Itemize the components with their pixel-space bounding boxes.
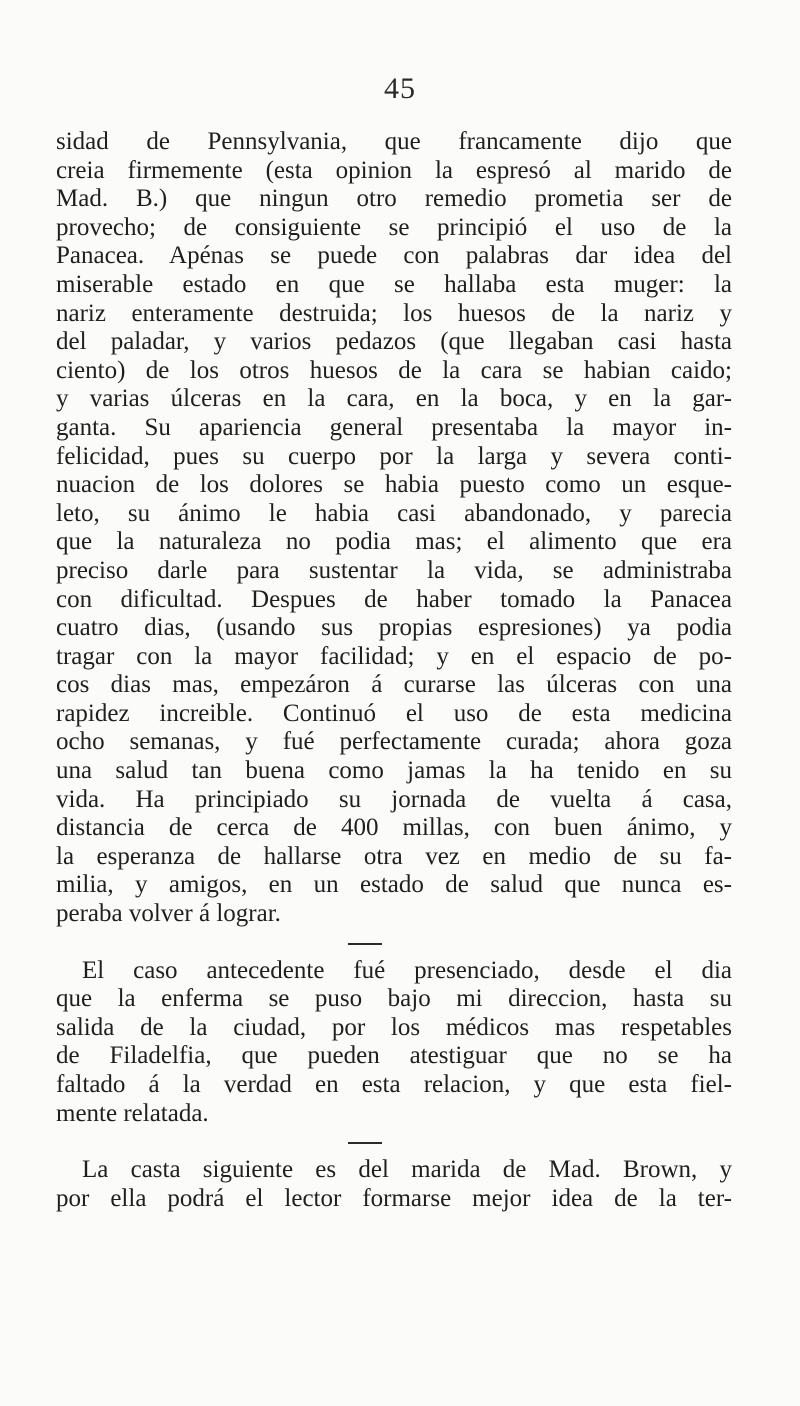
text-line: ocho semanas, y fué perfectamente curada; ahora goza: [56, 728, 732, 756]
text-line: vida. Ha principiado su jornada de vuelta á casa,: [56, 785, 732, 813]
text-line: ciento) de los otros huesos de la cara se habian caido;: [56, 356, 732, 384]
text-line: peraba volver á lograr.: [56, 900, 281, 928]
text-line: mente relatada.: [56, 1099, 209, 1127]
page-number: 45: [384, 72, 416, 105]
text-line: que la enferma se puso bajo mi direccion, hasta su: [56, 985, 732, 1013]
text-line: felicidad, pues su cuerpo por la larga y severa conti-: [56, 442, 732, 470]
text-line: ganta. Su apariencia general presentaba la mayor in-: [56, 413, 732, 441]
text-line: rapidez increible. Continuó el uso de esta medicina: [56, 699, 732, 727]
text-line: milia, y amigos, en un estado de salud que nunca es-: [56, 871, 732, 899]
text-line: que la naturaleza no podia mas; el alimento que era: [56, 528, 732, 556]
text-line: nuacion de los dolores se habia puesto como un esque-: [56, 471, 732, 499]
text-line: y varias úlceras en la cara, en la boca, y en la gar-: [56, 385, 732, 413]
text-line: la esperanza de hallarse otra vez en medio de su fa-: [56, 842, 732, 870]
text-line: salida de la ciudad, por los médicos mas respetables: [56, 1013, 732, 1041]
text-line: cuatro dias, (usando sus propias espresiones) ya podia: [56, 614, 732, 642]
text-line: de Filadelfia, que pueden atestiguar que no se ha: [56, 1042, 732, 1070]
section-divider: [56, 1128, 732, 1156]
paragraph-2: [56, 957, 732, 1129]
text-line: tragar con la mayor facilidad; y en el espacio de po-: [56, 642, 732, 670]
text-line: nariz enteramente destruida; los huesos de la nariz y: [56, 299, 732, 327]
text-line: con dificultad. Despues de haber tomado la Panacea: [56, 585, 732, 613]
text-line: leto, su ánimo le habia casi abandonado, y parecia: [56, 499, 732, 527]
page-body: [56, 128, 732, 1213]
text-line: creia firmemente (esta opinion la espresó al marido de: [56, 156, 732, 184]
text-line: miserable estado en que se hallaba esta muger: la: [56, 270, 732, 298]
text-line: provecho; de consiguiente se principió el uso de la: [56, 213, 732, 241]
text-line: faltado á la verdad en esta relacion, y que esta fiel-: [56, 1071, 732, 1098]
text-line: El caso antecedente fué presenciado, desde el dia: [82, 956, 732, 984]
text-line: una salud tan buena como jamas la ha tenido en su: [56, 757, 732, 785]
text-line: La casta siguiente es del marida de Mad. Brown, y: [82, 1156, 732, 1184]
paragraph-3: [56, 1156, 732, 1213]
text-line: cos dias mas, empezáron á curarse las úlceras con una: [56, 671, 732, 699]
text-line: del paladar, y varios pedazos (que llegaban casi hasta: [56, 328, 732, 356]
text-line: Panacea. Apénas se puede con palabras dar idea del: [56, 242, 732, 270]
section-divider: [56, 929, 732, 957]
text-line: preciso darle para sustentar la vida, se administraba: [56, 556, 732, 584]
text-line: distancia de cerca de 400 millas, con buen ánimo, y: [56, 814, 732, 842]
text-line: sidad de Pennsylvania, que francamente dijo que: [56, 128, 732, 155]
text-line: Mad. B.) que ningun otro remedio prometia ser de: [56, 185, 732, 213]
paragraph-1: [56, 128, 732, 929]
text-line: por ella podrá el lector formarse mejor idea de la ter-: [56, 1184, 732, 1212]
